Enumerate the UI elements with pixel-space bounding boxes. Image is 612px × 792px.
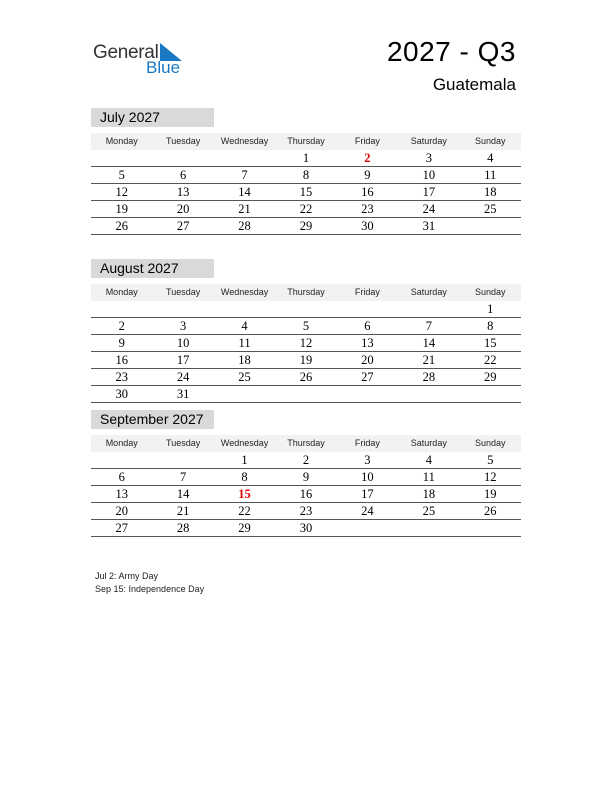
day-cell: 16 bbox=[361, 185, 374, 199]
day-cell bbox=[91, 452, 152, 468]
week-row bbox=[91, 167, 521, 184]
week-row bbox=[91, 486, 521, 503]
week-row bbox=[91, 352, 521, 369]
day-cell: 22 bbox=[299, 202, 313, 216]
day-cell: 29 bbox=[238, 521, 251, 535]
day-cell: 11 bbox=[484, 168, 497, 182]
day-cell: 13 bbox=[361, 336, 374, 350]
day-cell bbox=[337, 386, 398, 402]
day-cell: 16 bbox=[115, 353, 128, 367]
day-cell: 21 bbox=[176, 504, 190, 518]
day-cell: 9 bbox=[118, 336, 125, 350]
weekday-label: Sunday bbox=[474, 136, 506, 146]
weeks-grid bbox=[91, 301, 521, 403]
day-cell: 30 bbox=[299, 521, 313, 535]
day-cell bbox=[398, 301, 459, 317]
day-cell: 5 bbox=[118, 168, 125, 182]
day-cell: 8 bbox=[302, 168, 310, 182]
day-cell bbox=[214, 386, 275, 402]
day-cell: 25 bbox=[238, 370, 251, 384]
month-august bbox=[91, 259, 521, 403]
weekday-label: Wednesday bbox=[220, 438, 269, 448]
weekday-label: Friday bbox=[354, 438, 380, 448]
day-cell: 20 bbox=[115, 504, 128, 518]
day-cell bbox=[214, 301, 275, 317]
day-cell: 23 bbox=[361, 202, 374, 216]
day-cell: 12 bbox=[299, 336, 313, 350]
holiday-note: Sep 15: Independence Day bbox=[95, 584, 205, 594]
day-cell: 26 bbox=[299, 370, 313, 384]
day-cell: 24 bbox=[176, 370, 190, 384]
weekday-label: Thursday bbox=[287, 136, 325, 146]
day-cell: 31 bbox=[176, 387, 190, 401]
week-row bbox=[91, 469, 521, 486]
day-cell: 27 bbox=[176, 219, 190, 233]
day-cell: 27 bbox=[361, 370, 374, 384]
weekday-label: Wednesday bbox=[220, 136, 269, 146]
week-row bbox=[91, 184, 521, 201]
day-cell: 11 bbox=[422, 470, 435, 484]
holiday-note: Jul 2: Army Day bbox=[95, 571, 159, 581]
day-cell: 22 bbox=[238, 504, 251, 518]
weekday-label: Sunday bbox=[474, 287, 506, 297]
weekday-label: Saturday bbox=[410, 438, 447, 448]
week-row bbox=[91, 335, 521, 352]
day-cell: 13 bbox=[176, 185, 190, 199]
weekday-label: Sunday bbox=[474, 438, 506, 448]
day-cell: 14 bbox=[238, 185, 251, 199]
day-cell: 10 bbox=[176, 336, 190, 350]
day-cell: 7 bbox=[241, 168, 248, 182]
day-cell bbox=[214, 150, 275, 166]
weeks-grid bbox=[91, 452, 521, 537]
logo-text-general: General bbox=[93, 42, 159, 63]
day-cell: 22 bbox=[483, 353, 497, 367]
day-cell: 3 bbox=[180, 319, 187, 333]
day-cell: 15 bbox=[299, 185, 313, 199]
day-cell: 3 bbox=[364, 453, 371, 467]
weekday-label: Friday bbox=[354, 287, 380, 297]
day-cell bbox=[398, 386, 459, 402]
week-row bbox=[91, 218, 521, 235]
week-row bbox=[91, 301, 521, 318]
day-cell: 10 bbox=[422, 168, 436, 182]
day-cell: 9 bbox=[302, 470, 310, 484]
weekday-header bbox=[91, 133, 521, 150]
weekday-label: Monday bbox=[105, 438, 138, 448]
day-cell bbox=[152, 301, 213, 317]
day-cell: 15 bbox=[238, 487, 251, 501]
week-row bbox=[91, 452, 521, 469]
day-cell: 27 bbox=[115, 521, 128, 535]
week-row bbox=[91, 150, 521, 167]
day-cell: 30 bbox=[361, 219, 374, 233]
holiday-notes bbox=[95, 570, 204, 596]
day-cell bbox=[398, 520, 459, 536]
month-title: September 2027 bbox=[91, 410, 214, 429]
day-cell: 31 bbox=[422, 219, 436, 233]
week-row bbox=[91, 520, 521, 537]
day-cell: 12 bbox=[483, 470, 497, 484]
day-cell: 10 bbox=[361, 470, 374, 484]
weekday-header bbox=[91, 435, 521, 452]
weekday-label: Thursday bbox=[287, 287, 325, 297]
weekday-label: Monday bbox=[105, 287, 138, 297]
day-cell: 29 bbox=[483, 370, 497, 384]
day-cell bbox=[91, 150, 152, 166]
day-cell bbox=[152, 452, 213, 468]
weekday-label: Tuesday bbox=[166, 136, 201, 146]
day-cell: 24 bbox=[422, 202, 436, 216]
day-cell: 3 bbox=[425, 151, 432, 165]
day-cell: 29 bbox=[299, 219, 313, 233]
day-cell: 25 bbox=[422, 504, 436, 518]
day-cell: 7 bbox=[180, 470, 187, 484]
day-cell: 18 bbox=[238, 353, 251, 367]
day-cell: 18 bbox=[422, 487, 436, 501]
day-cell: 17 bbox=[176, 353, 190, 367]
week-row bbox=[91, 386, 521, 403]
day-cell: 1 bbox=[487, 302, 494, 316]
week-row bbox=[91, 503, 521, 520]
day-cell: 28 bbox=[176, 521, 190, 535]
day-cell: 20 bbox=[361, 353, 374, 367]
month-title: August 2027 bbox=[91, 259, 214, 278]
day-cell: 19 bbox=[299, 353, 313, 367]
day-cell: 13 bbox=[115, 487, 128, 501]
day-cell: 25 bbox=[483, 202, 497, 216]
weekday-label: Wednesday bbox=[220, 287, 269, 297]
week-row bbox=[91, 318, 521, 335]
day-cell: 9 bbox=[364, 168, 371, 182]
day-cell: 16 bbox=[299, 487, 313, 501]
month-title: July 2027 bbox=[91, 108, 214, 127]
day-cell: 21 bbox=[422, 353, 436, 367]
day-cell: 4 bbox=[425, 453, 432, 467]
weekday-label: Saturday bbox=[410, 287, 447, 297]
day-cell: 2 bbox=[302, 453, 310, 467]
day-cell: 30 bbox=[115, 387, 128, 401]
day-cell: 20 bbox=[176, 202, 190, 216]
day-cell: 19 bbox=[483, 487, 497, 501]
weekday-label: Tuesday bbox=[166, 438, 201, 448]
day-cell: 7 bbox=[425, 319, 432, 333]
page-title: 2027 - Q3 bbox=[386, 36, 516, 67]
day-cell: 4 bbox=[241, 319, 248, 333]
day-cell: 5 bbox=[302, 319, 310, 333]
day-cell: 2 bbox=[118, 319, 125, 333]
weekday-label: Thursday bbox=[287, 438, 325, 448]
day-cell: 24 bbox=[361, 504, 374, 518]
day-cell bbox=[275, 386, 336, 402]
logo-text-blue: Blue bbox=[146, 58, 181, 77]
day-cell bbox=[152, 150, 213, 166]
day-cell: 18 bbox=[483, 185, 497, 199]
day-cell bbox=[460, 520, 521, 536]
day-cell bbox=[337, 301, 398, 317]
day-cell: 12 bbox=[115, 185, 128, 199]
day-cell: 17 bbox=[422, 185, 436, 199]
day-cell: 23 bbox=[115, 370, 128, 384]
day-cell: 15 bbox=[483, 336, 497, 350]
day-cell bbox=[460, 218, 521, 234]
day-cell bbox=[91, 301, 152, 317]
day-cell: 2 bbox=[364, 151, 371, 165]
day-cell: 1 bbox=[241, 453, 248, 467]
generalblue-logo bbox=[93, 40, 193, 80]
day-cell: 8 bbox=[241, 470, 248, 484]
month-july bbox=[91, 108, 521, 235]
day-cell bbox=[337, 520, 398, 536]
day-cell: 28 bbox=[422, 370, 436, 384]
weekday-label: Saturday bbox=[410, 136, 447, 146]
day-cell: 17 bbox=[361, 487, 374, 501]
day-cell: 6 bbox=[180, 168, 187, 182]
day-cell: 26 bbox=[483, 504, 497, 518]
day-cell: 8 bbox=[487, 319, 494, 333]
day-cell: 28 bbox=[238, 219, 251, 233]
day-cell: 11 bbox=[238, 336, 251, 350]
month-september bbox=[91, 410, 521, 537]
country-name: Guatemala bbox=[432, 75, 516, 94]
day-cell: 6 bbox=[364, 319, 371, 333]
day-cell: 1 bbox=[302, 151, 310, 165]
day-cell: 14 bbox=[422, 336, 436, 350]
day-cell bbox=[460, 386, 521, 402]
weeks-grid bbox=[91, 150, 521, 235]
day-cell: 26 bbox=[115, 219, 128, 233]
day-cell: 23 bbox=[299, 504, 313, 518]
week-row bbox=[91, 369, 521, 386]
weekday-label: Tuesday bbox=[166, 287, 201, 297]
weekday-label: Friday bbox=[354, 136, 380, 146]
day-cell: 21 bbox=[238, 202, 251, 216]
week-row bbox=[91, 201, 521, 218]
weekday-label: Monday bbox=[105, 136, 138, 146]
day-cell: 14 bbox=[176, 487, 190, 501]
weekday-header bbox=[91, 284, 521, 301]
day-cell: 6 bbox=[118, 470, 125, 484]
day-cell: 5 bbox=[487, 453, 494, 467]
day-cell: 19 bbox=[115, 202, 128, 216]
day-cell: 4 bbox=[487, 151, 494, 165]
day-cell bbox=[275, 301, 336, 317]
